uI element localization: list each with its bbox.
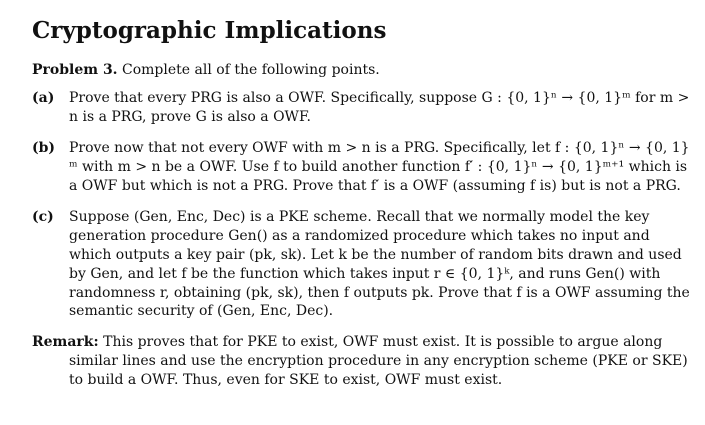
item-label-b: (b) bbox=[32, 140, 56, 157]
item-label-c: (c) bbox=[32, 208, 54, 225]
problem-item-b bbox=[32, 139, 691, 196]
problem-intro: Complete all of the following points. bbox=[122, 62, 380, 79]
problem-header bbox=[32, 61, 691, 79]
problem-item-c bbox=[32, 208, 691, 321]
problem-label: Problem 3. bbox=[32, 62, 118, 79]
item-text-b: Prove now that not every OWF with m > n is a PRG. Specifically, let f : {0, 1}ⁿ → {0, 1}ᵐ with m > n be a OWF. Use f to build another function f′ : {0, 1}ⁿ → {0, 1}ᵐ⁺¹ which is a OWF but which is not a PRG. Prove that f′ is a OWF (assuming f is) but is not a PRG. bbox=[69, 140, 690, 195]
remark-text: This proves that for PKE to exist, OWF must exist. It is possible to argue along similar lines and use the encryption procedure in any encryption scheme (PKE or SKE) to build a OWF. Thus, even for SKE to exist, OWF must exist. bbox=[69, 334, 688, 389]
problem-item-a bbox=[32, 89, 691, 127]
remark-paragraph bbox=[32, 333, 691, 390]
item-label-a: (a) bbox=[32, 90, 55, 107]
item-text-a: Prove that every PRG is also a OWF. Specifically, suppose G : {0, 1}ⁿ → {0, 1}ᵐ for m > n is a PRG, prove G is also a OWF. bbox=[69, 90, 690, 126]
remark-label: Remark: bbox=[32, 334, 99, 351]
item-text-c: Suppose (Gen, Enc, Dec) is a PKE scheme. Recall that we normally model the key generation procedure Gen() as a randomized procedure which takes no input and which outputs a key pair (pk, sk). Let k be the number of random bits drawn and used by Gen, and let f be the function which takes input r ∈ {0, 1}ᵏ, and runs Gen() with randomness r, obtaining (pk, sk), then f outputs pk. Prove that f is a OWF assuming the semantic security of (Gen, Enc, Dec). bbox=[69, 208, 690, 320]
page-title: Cryptographic Implications bbox=[32, 17, 387, 44]
